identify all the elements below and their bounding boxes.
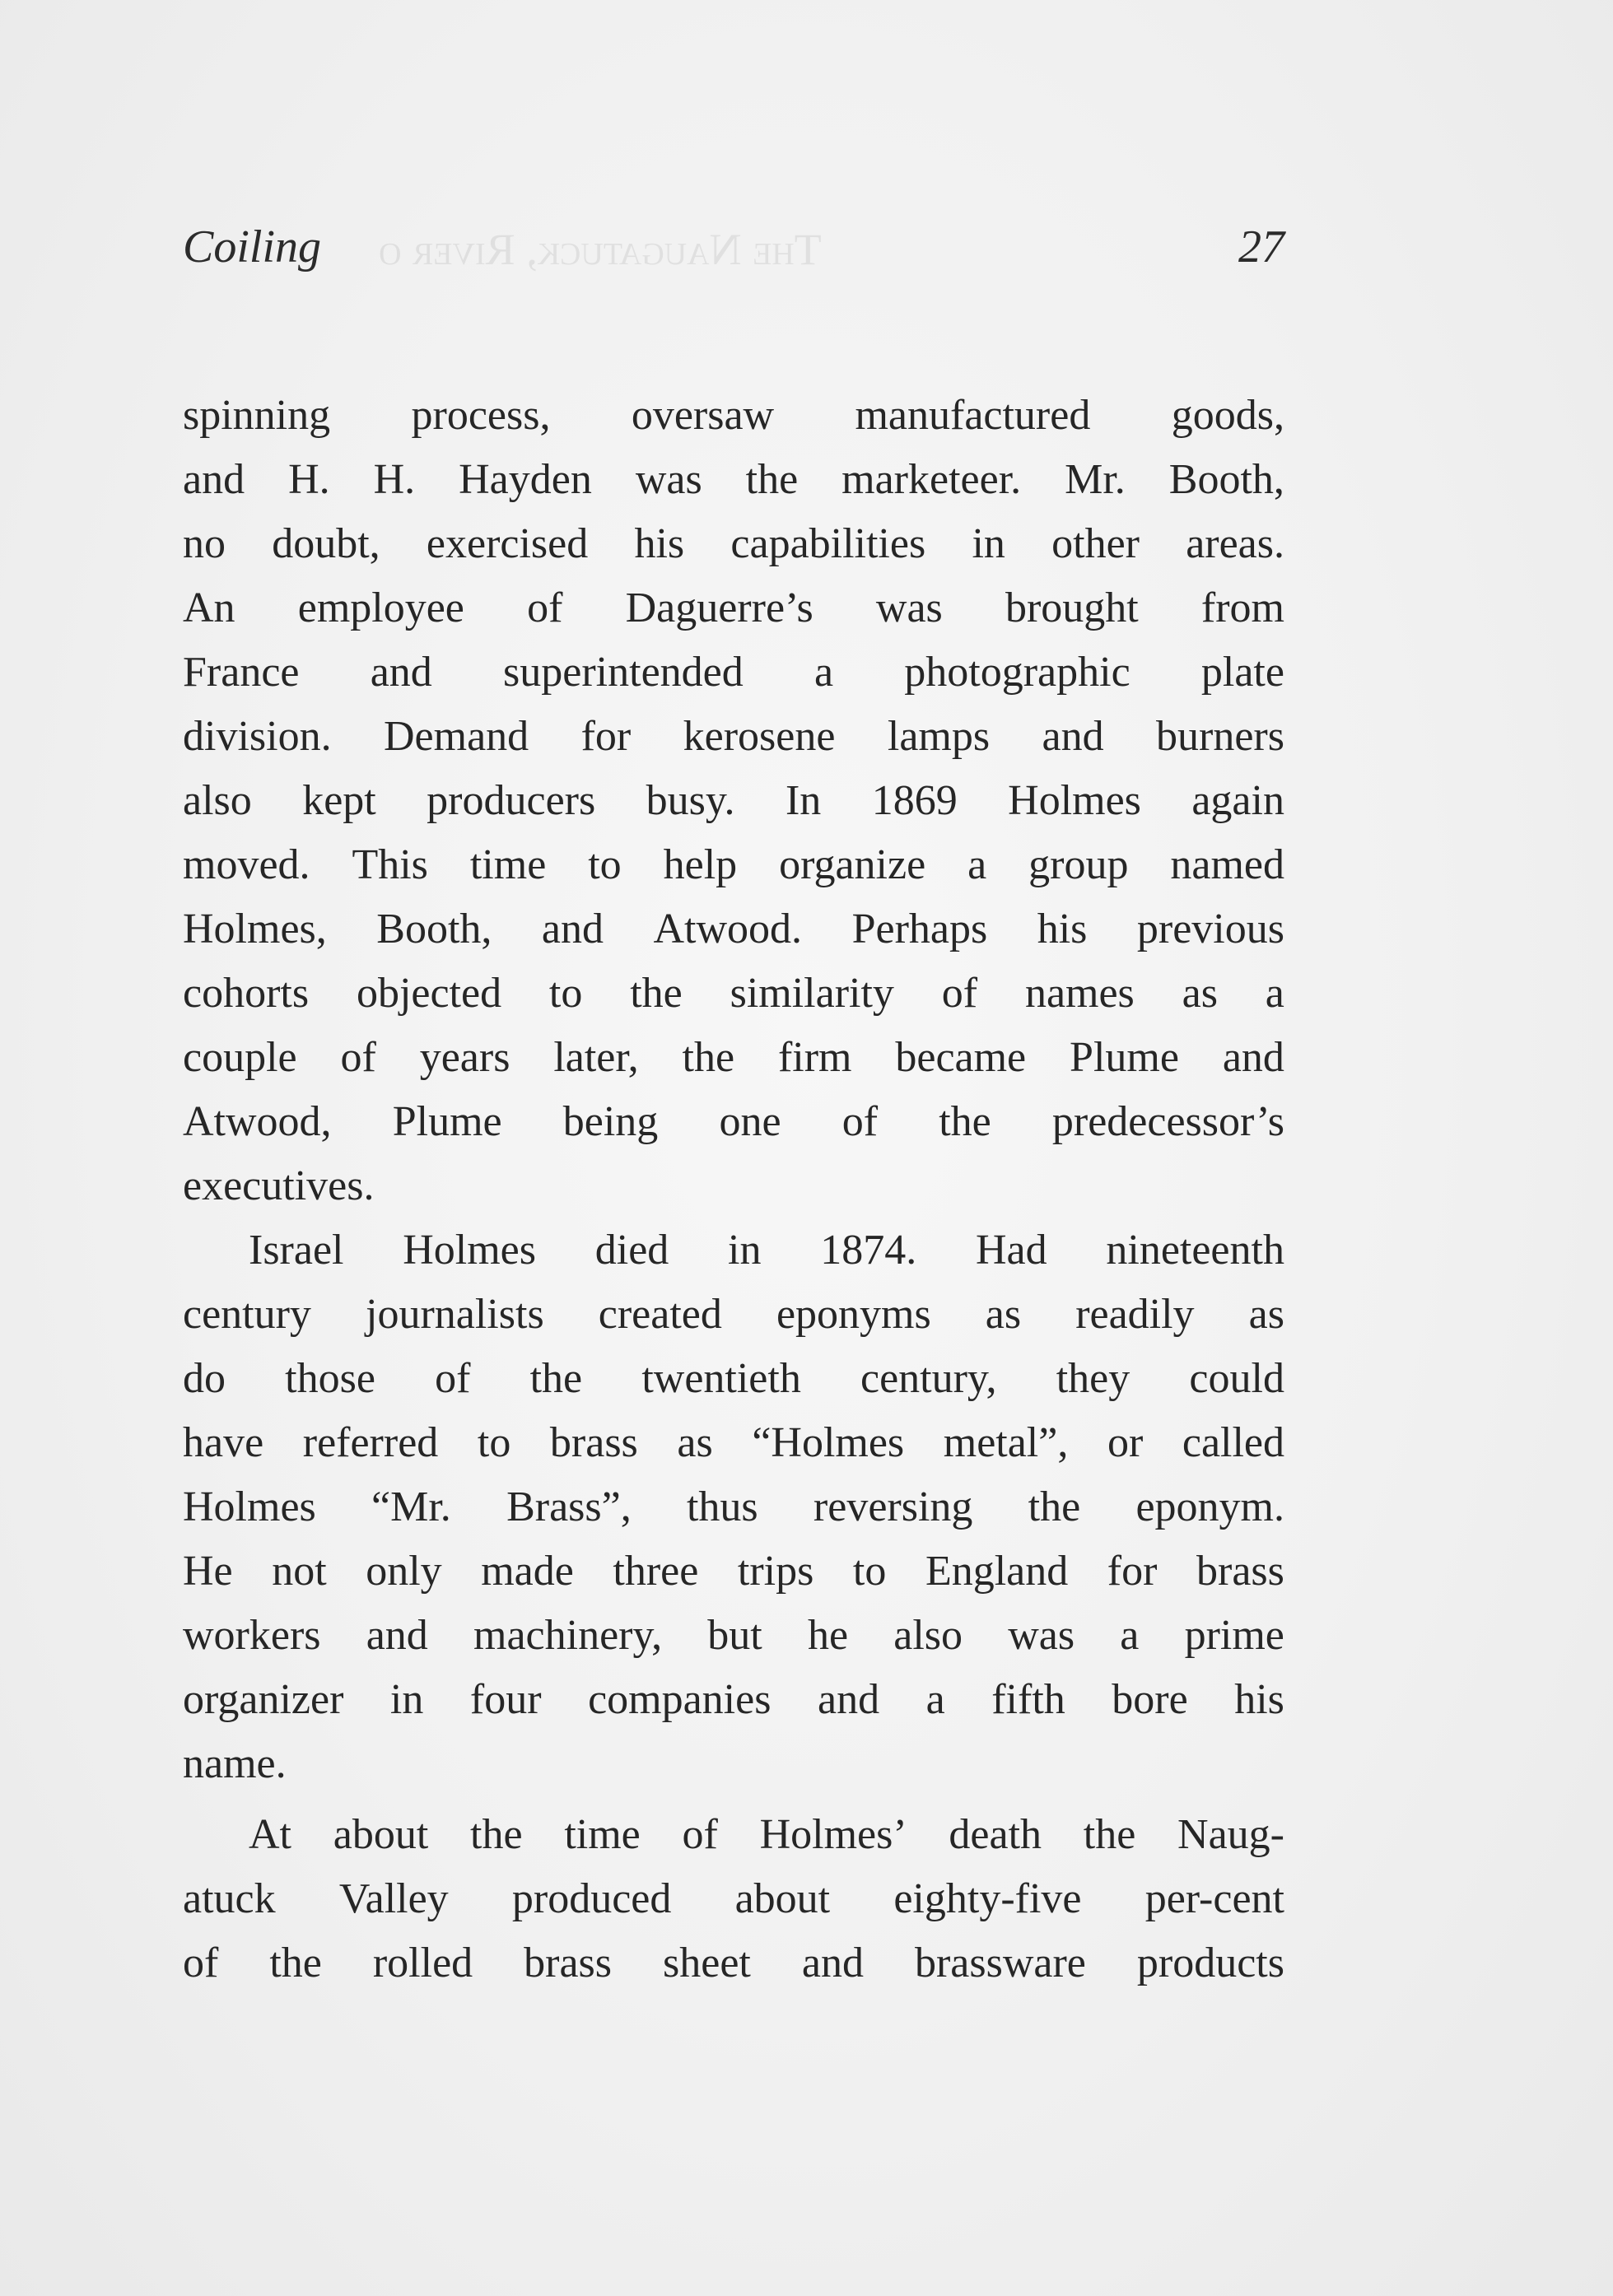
text-line: atuck Valley produced about eighty-five per-cent: [183, 1875, 1284, 1922]
paragraph-2: [183, 1218, 1284, 1796]
bleed-through-text: The Naugatuck, River o: [379, 225, 822, 274]
text-line: organizer in four companies and a fifth bore his: [183, 1676, 1284, 1723]
text-line: France and superintended a photographic plate: [183, 649, 1284, 696]
text-line: workers and machinery, but he also was a prime: [183, 1612, 1284, 1659]
text-line: and H. H. Hayden was the marketeer. Mr. Booth,: [183, 456, 1284, 503]
text-line: At about the time of Holmes’ death the Naug-: [249, 1811, 1284, 1858]
text-line: century journalists created eponyms as readily as: [183, 1291, 1284, 1338]
text-line: spinning process, oversaw manufactured goods,: [183, 392, 1284, 439]
text-line: couple of years later, the firm became Plume and: [183, 1034, 1284, 1081]
text-line: also kept producers busy. In 1869 Holmes again: [183, 777, 1284, 824]
running-head: [183, 221, 1284, 286]
page-number: 27: [1238, 221, 1284, 272]
paragraph-1: [183, 384, 1284, 1218]
text-line: do those of the twentieth century, they could: [183, 1355, 1284, 1402]
text-line: of the rolled brass sheet and brassware products: [183, 1940, 1284, 1986]
text-line: moved. This time to help organize a group named: [183, 841, 1284, 888]
text-line: An employee of Daguerre’s was brought from: [183, 584, 1284, 631]
body-text: [183, 384, 1284, 1996]
text-line: name.: [183, 1740, 287, 1787]
text-line: Holmes “Mr. Brass”, thus reversing the eponym.: [183, 1483, 1284, 1530]
text-line: Atwood, Plume being one of the predecessor’s: [183, 1098, 1284, 1145]
text-line: Israel Holmes died in 1874. Had nineteenth: [249, 1227, 1284, 1274]
text-line: cohorts objected to the similarity of names as a: [183, 970, 1284, 1017]
text-line: no doubt, exercised his capabilities in other areas.: [183, 520, 1284, 567]
paragraph-3: [183, 1803, 1284, 1996]
text-line: Holmes, Booth, and Atwood. Perhaps his previous: [183, 906, 1284, 952]
paragraph-gap: [183, 1796, 1284, 1803]
text-line: have referred to brass as “Holmes metal”, or called: [183, 1419, 1284, 1466]
chapter-title: Coiling: [183, 221, 322, 272]
text-line: executives.: [183, 1162, 375, 1209]
text-line: He not only made three trips to England for brass: [183, 1548, 1284, 1595]
text-line: division. Demand for kerosene lamps and burners: [183, 713, 1284, 760]
